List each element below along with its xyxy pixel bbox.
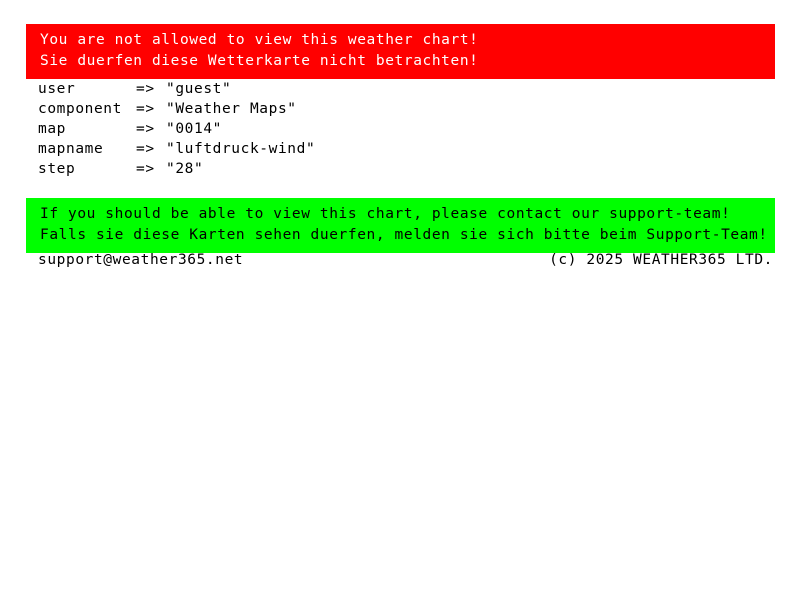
info-banner <box>26 198 775 253</box>
parameter-row-map <box>38 119 315 139</box>
parameter-arrow: => <box>136 161 155 177</box>
parameter-arrow: => <box>136 101 155 117</box>
copyright-notice: (c) 2025 WEATHER365 LTD. <box>549 252 773 268</box>
parameter-arrow: => <box>136 81 155 97</box>
parameter-list <box>38 79 315 179</box>
parameter-value: "guest" <box>166 81 232 97</box>
parameter-value: "28" <box>166 161 204 177</box>
parameter-key: step <box>38 161 76 177</box>
parameter-value: "0014" <box>166 121 222 137</box>
parameter-value: "luftdruck-wind" <box>166 141 316 157</box>
footer <box>38 250 773 270</box>
parameter-arrow: => <box>136 121 155 137</box>
parameter-row-component <box>38 99 315 119</box>
parameter-row-mapname <box>38 139 315 159</box>
support-email[interactable]: support@weather365.net <box>38 252 244 268</box>
error-banner-line-en: You are not allowed to view this weather chart! <box>40 32 479 48</box>
error-banner <box>26 24 775 79</box>
parameter-arrow: => <box>136 141 155 157</box>
parameter-row-user <box>38 79 315 99</box>
info-banner-line-de: Falls sie diese Karten sehen duerfen, melden sie sich bitte beim Support-Team! <box>40 227 768 243</box>
error-banner-line-de: Sie duerfen diese Wetterkarte nicht betrachten! <box>40 53 479 69</box>
parameter-key: component <box>38 101 122 117</box>
parameter-value: "Weather Maps" <box>166 101 297 117</box>
parameter-row-step <box>38 159 315 179</box>
parameter-key: user <box>38 81 76 97</box>
parameter-key: map <box>38 121 66 137</box>
parameter-key: mapname <box>38 141 104 157</box>
info-banner-line-en: If you should be able to view this chart, please contact our support-team! <box>40 206 731 222</box>
